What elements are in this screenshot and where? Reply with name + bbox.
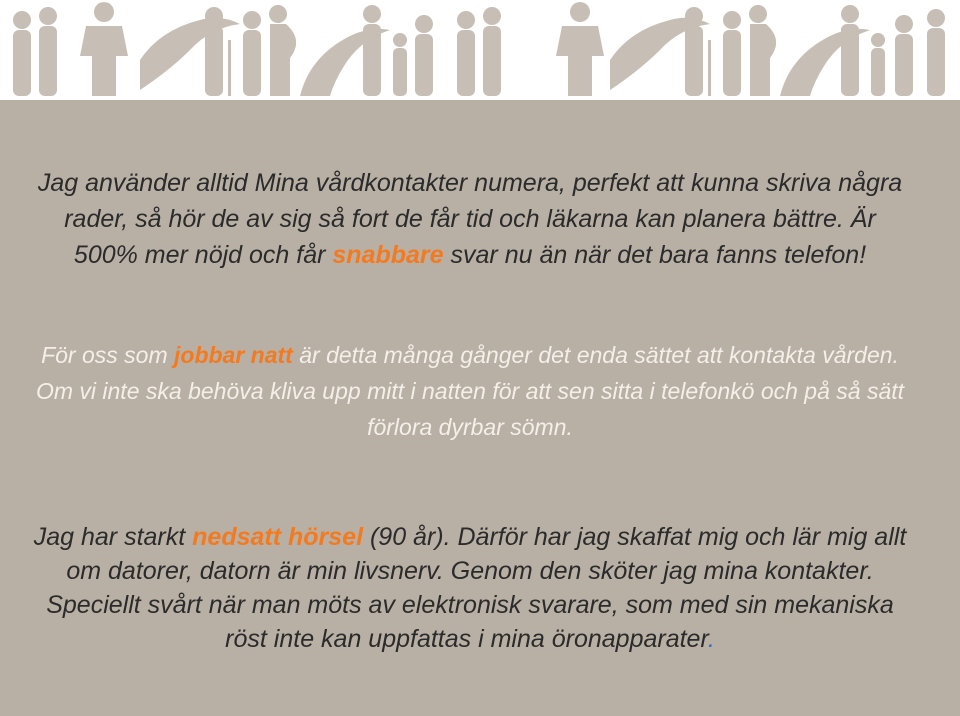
quote-text: För oss som [41, 342, 174, 368]
quote-highlight: jobbar natt [174, 342, 293, 368]
quote-text: är detta många gånger det enda sättet att kontakta vården. Om vi inte ska behöva kliva upp mitt i natten för att sen sitta i telefonkö och på så sätt förlora dyrbar sömn. [35, 342, 905, 440]
quote-quick-replies [30, 165, 910, 273]
quote-text: Jag använder alltid Mina vårdkontakter numera, perfekt att kunna skriva några rader, så hör de av sig så fort de får tid och läkarna kan planera bättre. Är 500% mer nöjd och får [37, 169, 903, 269]
quote-highlight: nedsatt hörsel [192, 523, 364, 551]
quote-hearing-impaired [30, 520, 910, 656]
banner [0, 0, 960, 100]
quote-highlight: snabbare [332, 241, 444, 269]
quote-end-mark: . [707, 625, 715, 653]
quote-text: (90 år). Därför har jag skaffat mig och lär mig allt om datorer, datorn är min livsnerv. Genom den sköter jag mina kontakter. Speciellt svårt när man möts av elektronisk svarare, som med sin mekaniska röst inte kan uppfattas i mina öronapparater [46, 523, 907, 653]
quote-night-work [30, 337, 910, 445]
quote-text: Jag har starkt [33, 523, 193, 551]
people-silhouettes-icon [0, 0, 960, 100]
quote-text: svar nu än när det bara fanns telefon! [443, 241, 867, 269]
